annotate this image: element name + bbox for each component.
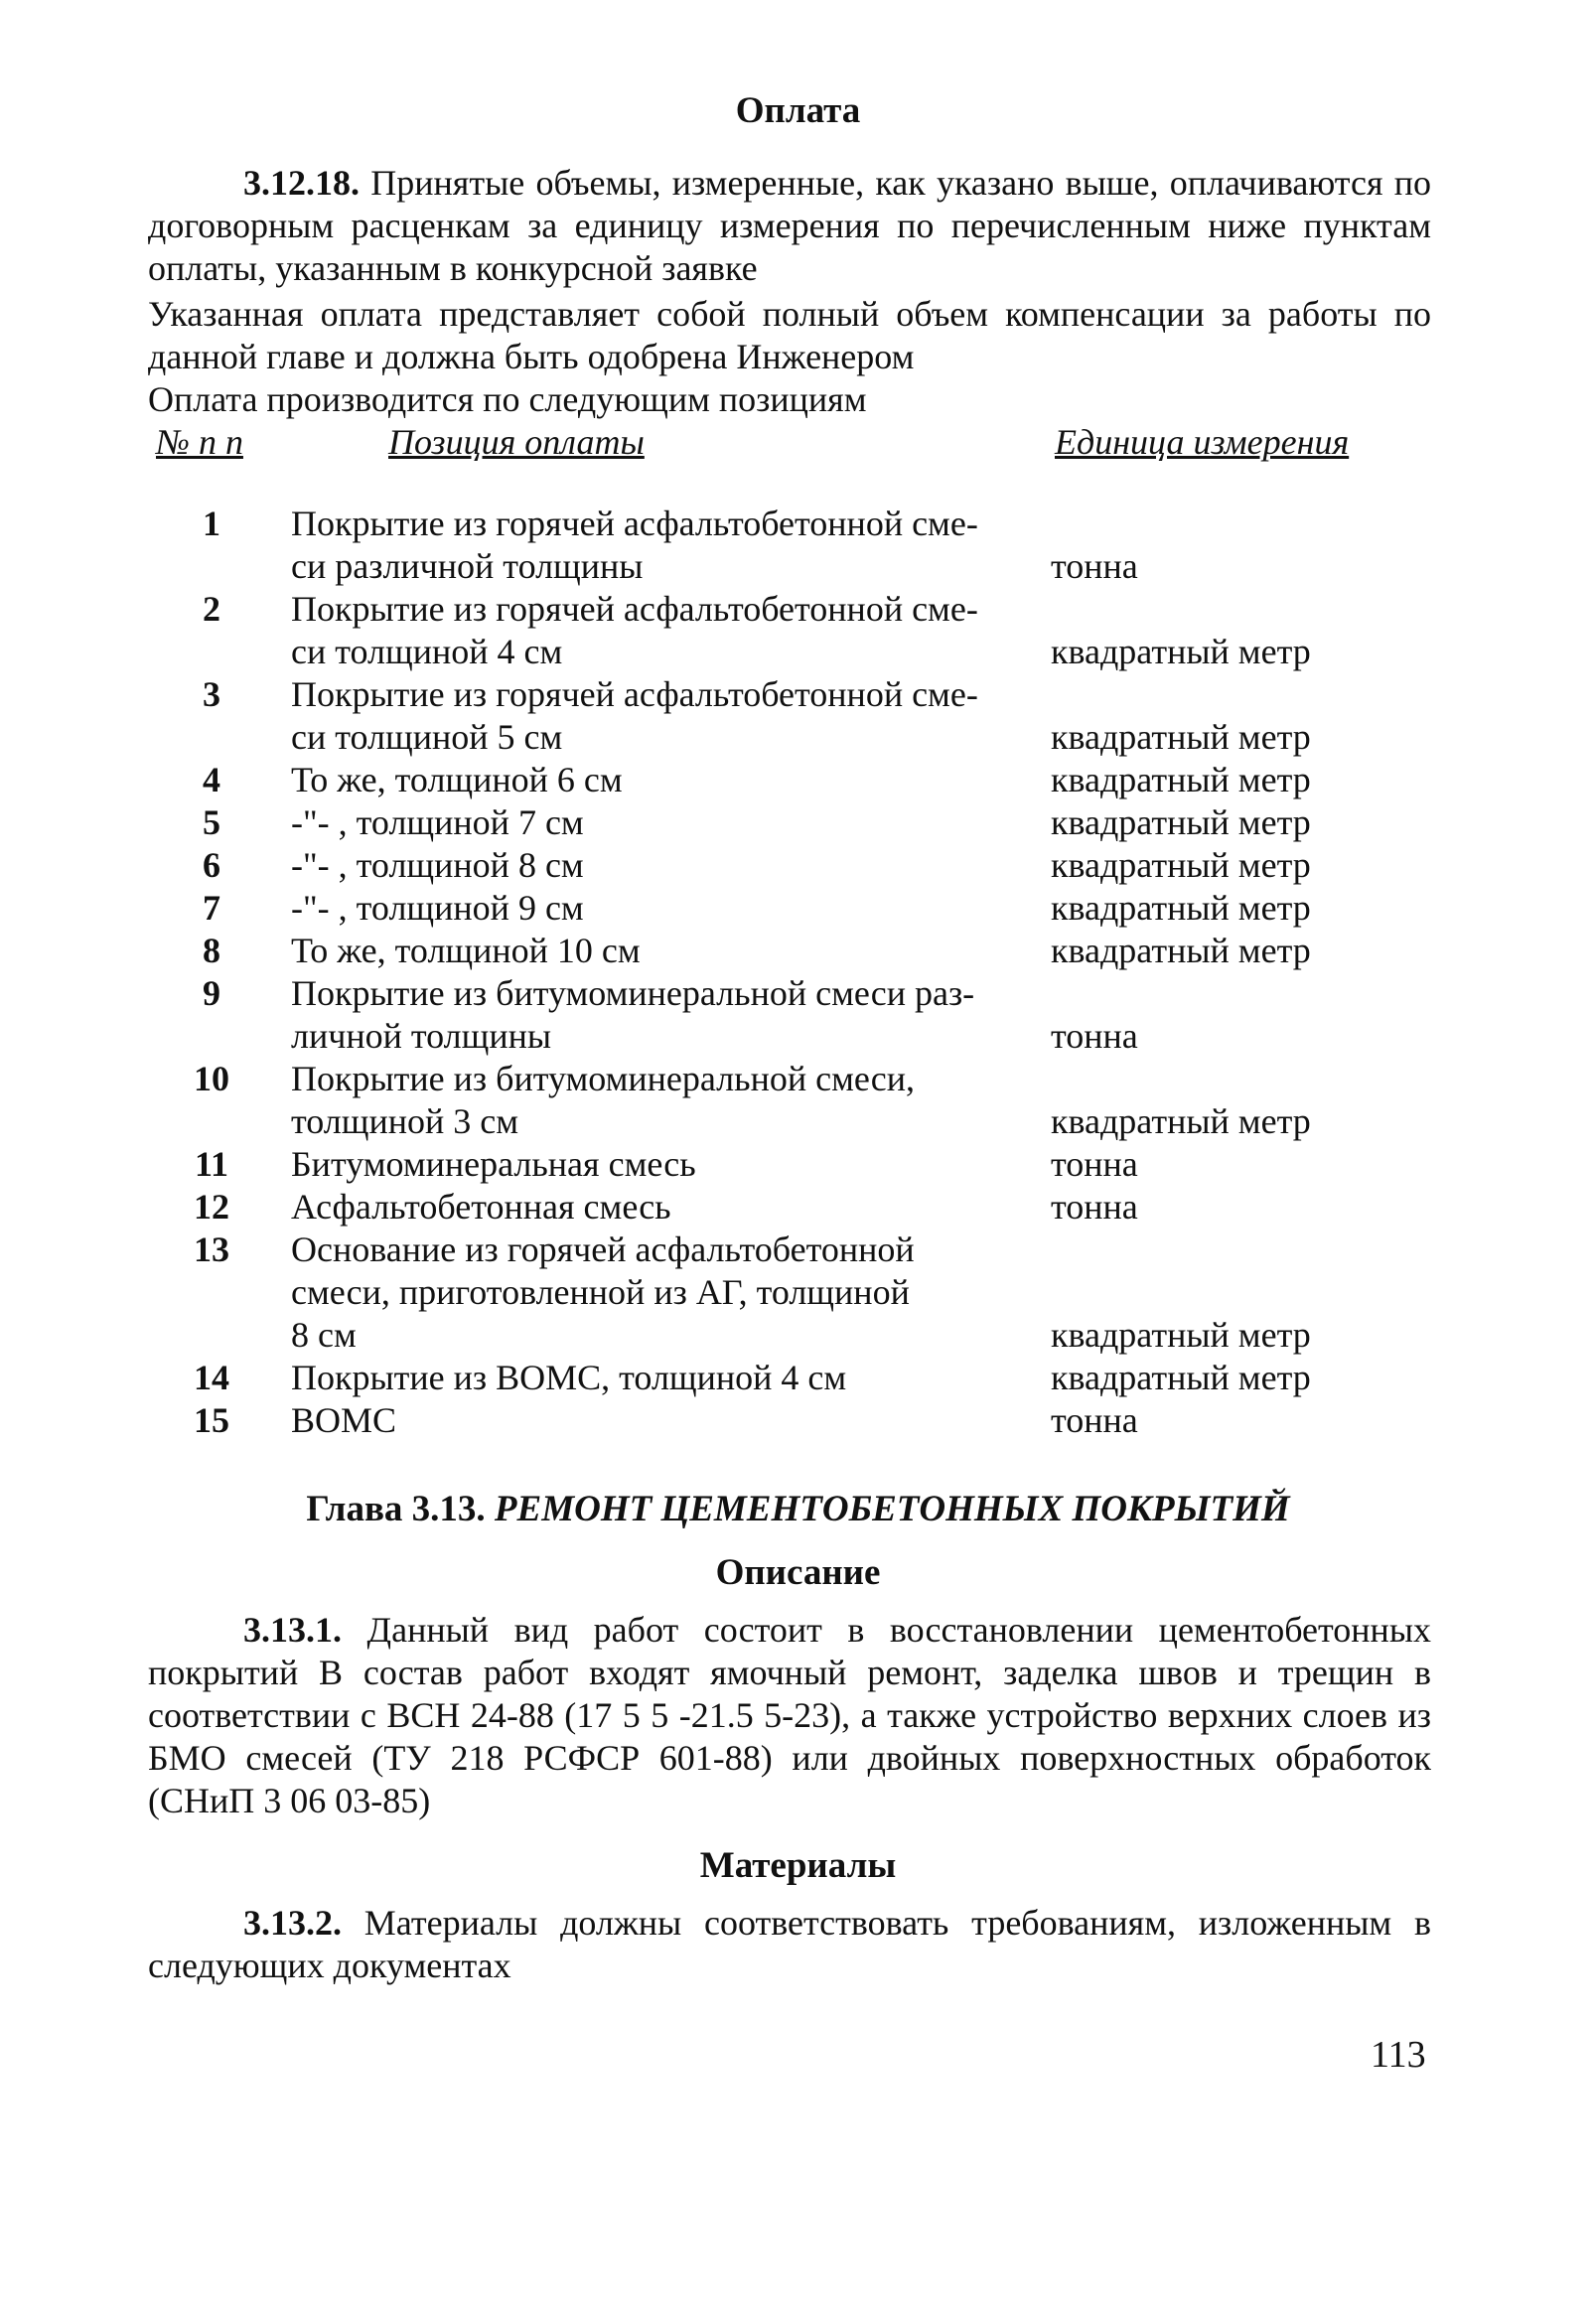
row-number: 9 [203, 973, 220, 1013]
row-position-line: 8 см [291, 1315, 357, 1355]
chapter-title: РЕМОНТ ЦЕМЕНТОБЕТОННЫХ ПОКРЫТИЙ [494, 1489, 1290, 1529]
row-unit: тонна [1051, 1187, 1138, 1227]
row-unit: квадратный метр [1051, 760, 1311, 799]
payment-heading: Оплата [735, 90, 861, 131]
row-position [291, 759, 1021, 801]
paragraph-number: 3.13.1. [243, 1610, 342, 1650]
paragraph-text: Материалы должны соответствовать требованиям, изложенным в следующих документах [148, 1903, 1431, 1985]
row-position-line: Покрытие из горячей асфальтобетонной сме- [291, 589, 978, 629]
row-position-line: То же, толщиной 10 см [291, 931, 641, 970]
row-number: 6 [203, 845, 220, 885]
row-position [291, 887, 1021, 930]
row-unit: квадратный метр [1051, 1358, 1311, 1397]
row-position [291, 801, 1021, 844]
paragraph-text: Принятые объемы, измеренные, как указано выше, оплачиваются по договорным расценкам за единицу измерения по перечисленным ниже пунктам оплаты, указанным в конкурсной заявке [148, 163, 1432, 288]
row-position [291, 503, 1021, 588]
row-unit: тонна [1051, 1016, 1138, 1056]
row-position-line: Покрытие из битумоминеральной смеси раз- [291, 973, 975, 1013]
row-position [291, 1399, 1021, 1442]
row-position-line: ВОМС [291, 1400, 397, 1440]
row-number: 1 [203, 504, 220, 543]
row-position [291, 673, 1021, 759]
row-position-line: толщиной 3 см [291, 1101, 519, 1141]
row-position-line: Покрытие из горячей асфальтобетонной сме- [291, 504, 978, 543]
column-header-num: № п п [156, 422, 243, 462]
row-number: 12 [194, 1187, 229, 1227]
paragraph-number: 3.12.18. [243, 163, 360, 203]
row-position-line: смеси, приготовленной из АГ, толщиной [291, 1272, 910, 1312]
row-position-line: личной толщины [291, 1016, 552, 1056]
row-position-line: Битумоминеральная смесь [291, 1144, 696, 1184]
column-header-position: Позиция оплаты [388, 422, 645, 462]
row-position-line: -"- , толщиной 8 см [291, 845, 584, 885]
row-number: 5 [203, 802, 220, 842]
paragraph-text: Данный вид работ состоит в восстановлении цементобетонных покрытий В состав работ входят ямочный ремонт, заделка швов и трещин в соответствии с ВСН 24-88 (17 5 5 -21.5 5-23), а также устройство верхних слоев из БМО смесей (ТУ 218 РСФСР 601-88) или двойных поверхностных обработок (СНиП 3 06 03-85) [148, 1610, 1432, 1820]
paragraph-3-13-1 [148, 1609, 1431, 1822]
payment-note-2: Оплата производится по следующим позициям [148, 379, 867, 419]
row-unit: тонна [1051, 1400, 1138, 1440]
row-position-line: Покрытие из горячей асфальтобетонной сме- [291, 674, 978, 714]
row-position [291, 1058, 1021, 1143]
row-unit: тонна [1051, 546, 1138, 586]
page-number: 113 [1371, 2034, 1426, 2076]
row-position [291, 972, 1021, 1058]
paragraph-number: 3.13.2. [243, 1903, 342, 1943]
row-position-line: Асфальтобетонная смесь [291, 1187, 671, 1227]
row-unit: квадратный метр [1051, 1315, 1311, 1355]
paragraph-3-12-18 [148, 162, 1431, 290]
row-unit: тонна [1051, 1144, 1138, 1184]
row-number: 14 [194, 1358, 229, 1397]
row-unit: квадратный метр [1051, 931, 1311, 970]
row-unit: квадратный метр [1051, 632, 1311, 671]
row-position-line: Основание из горячей асфальтобетонной [291, 1229, 915, 1269]
row-unit: квадратный метр [1051, 888, 1311, 928]
row-position [291, 588, 1021, 673]
row-position-line: -"- , толщиной 7 см [291, 802, 584, 842]
row-number: 7 [203, 888, 220, 928]
row-number: 15 [194, 1400, 229, 1440]
row-number: 13 [194, 1229, 229, 1269]
row-position-line: -"- , толщиной 9 см [291, 888, 584, 928]
paragraph-3-13-2 [148, 1902, 1431, 1987]
description-heading: Описание [715, 1552, 881, 1593]
row-position [291, 930, 1021, 972]
payment-note-1: Указанная оплата представляет собой полный объем компенсации за работы по данной главе и должна быть одобрена Инженером [148, 294, 1431, 376]
row-position-line: си различной толщины [291, 546, 644, 586]
row-position-line: То же, толщиной 6 см [291, 760, 623, 799]
row-number: 10 [194, 1059, 229, 1098]
row-number: 11 [194, 1144, 228, 1184]
column-header-unit: Единица измерения [1055, 422, 1350, 462]
row-unit: квадратный метр [1051, 1101, 1311, 1141]
materials-heading: Материалы [699, 1845, 897, 1886]
row-position [291, 844, 1021, 887]
row-position-line: Покрытие из ВОМС, толщиной 4 см [291, 1358, 847, 1397]
row-number: 8 [203, 931, 220, 970]
row-position [291, 1186, 1021, 1229]
row-unit: квадратный метр [1051, 845, 1311, 885]
row-unit: квадратный метр [1051, 802, 1311, 842]
row-position [291, 1143, 1021, 1186]
row-position-line: Покрытие из битумоминеральной смеси, [291, 1059, 915, 1098]
chapter-heading [0, 1488, 1596, 1530]
row-number: 4 [203, 760, 220, 799]
row-position [291, 1229, 1021, 1357]
chapter-prefix: Глава 3.13. [306, 1489, 486, 1529]
row-position [291, 1357, 1021, 1399]
row-number: 3 [203, 674, 220, 714]
row-position-line: си толщиной 5 см [291, 717, 563, 757]
row-position-line: си толщиной 4 см [291, 632, 563, 671]
row-number: 2 [203, 589, 220, 629]
row-unit: квадратный метр [1051, 717, 1311, 757]
